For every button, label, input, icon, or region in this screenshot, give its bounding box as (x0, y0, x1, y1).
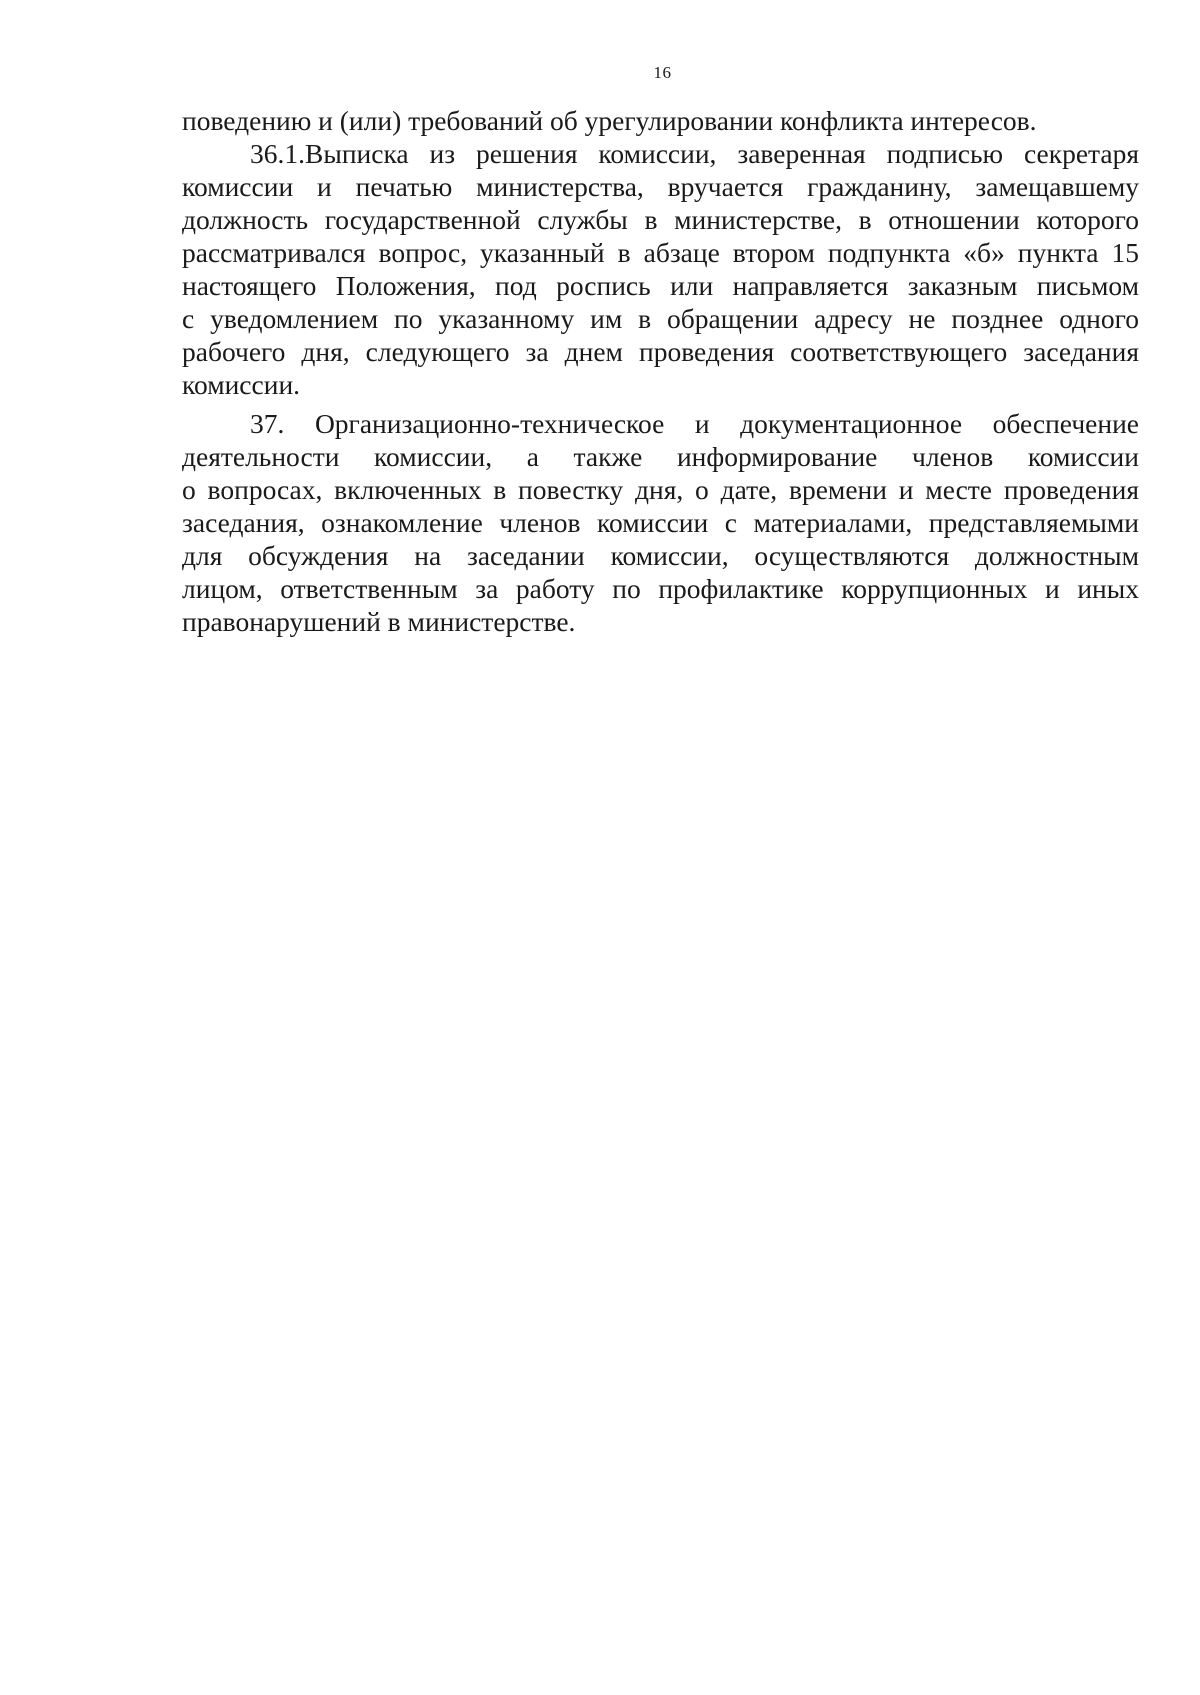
page-number: 16 (653, 63, 672, 82)
text-line: рабочего дня, следующего за днем проведения соответствующего заседания (182, 336, 1139, 367)
text-line: деятельности комиссии, а также информирование членов комиссии (182, 441, 1139, 472)
text-line: с уведомлением по указанному им в обращении адресу не позднее одного (182, 303, 1139, 334)
text-line: для обсуждения на заседании комиссии, осуществляются должностным (182, 540, 1139, 571)
text-line: 36.1.Выписка из решения комиссии, заверенная подписью секретаря (250, 138, 1139, 169)
text-line: должность государственной службы в министерстве, в отношении которого (182, 204, 1139, 235)
text-line: о вопросах, включенных в повестку дня, о дате, времени и месте проведения (182, 474, 1139, 505)
text-line: комиссии и печатью министерства, вручается гражданину, замещавшему (182, 171, 1139, 202)
text-line: поведению и (или) требований об урегулировании конфликта интересов. (182, 105, 1037, 136)
text-line: правонарушений в министерстве. (182, 606, 576, 637)
text-line: 37. Организационно-техническое и документационное обеспечение (250, 408, 1139, 439)
text-line: заседания, ознакомление членов комиссии с материалами, представляемыми (182, 507, 1139, 538)
text-line: лицом, ответственным за работу по профилактике коррупционных и иных (182, 573, 1139, 604)
paragraph-clause-36-1 (182, 137, 1139, 401)
text-line: комиссии. (182, 369, 301, 400)
text-line: настоящего Положения, под роспись или направляется заказным письмом (182, 270, 1139, 301)
document-body (182, 104, 1139, 638)
text-line: рассматривался вопрос, указанный в абзаце втором подпункта «б» пункта 15 (182, 237, 1139, 268)
paragraph-continuation (182, 104, 1139, 137)
paragraph-clause-37 (182, 407, 1139, 638)
